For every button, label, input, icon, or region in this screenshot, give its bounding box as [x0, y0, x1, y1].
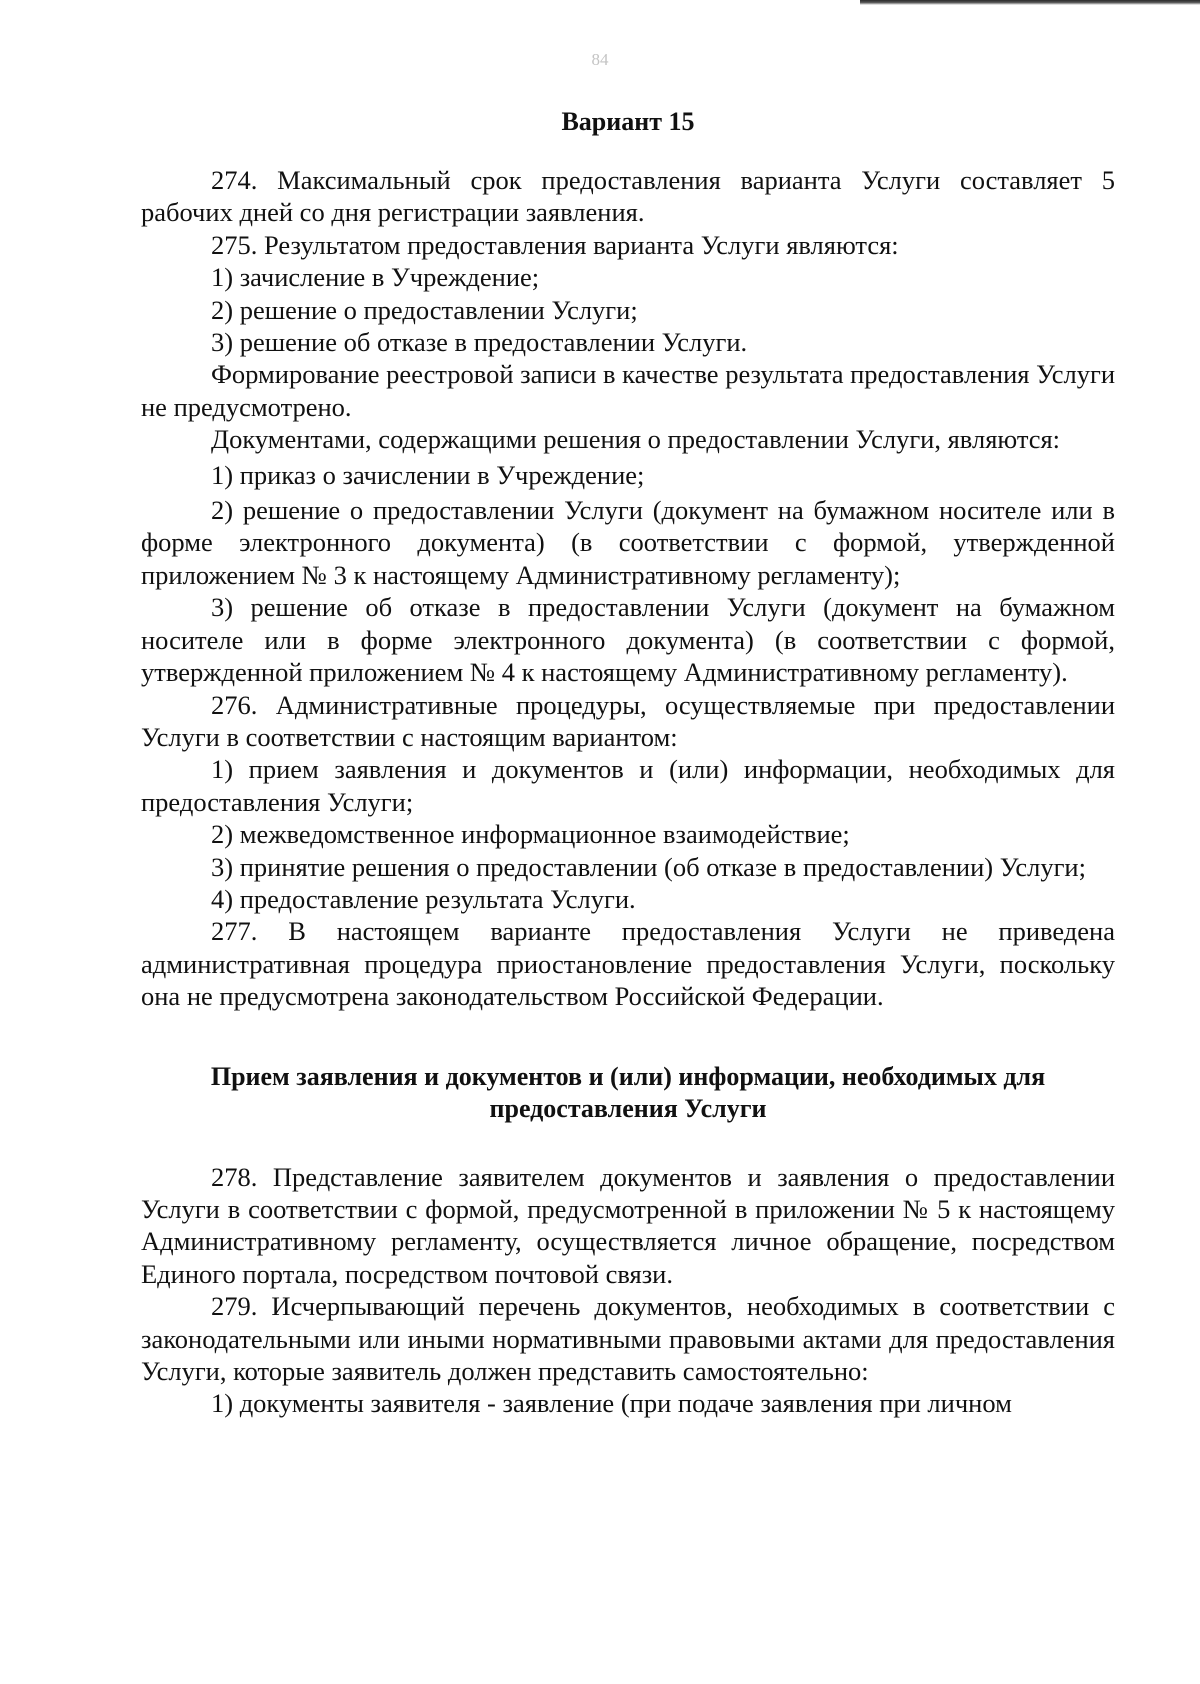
list-item: 4) предоставление результата Услуги. [211, 883, 636, 914]
paragraph-278: 278. Представление заявителем документов и заявления о предоставлении Услуги в соответствии с формой, предусмотренной в приложении № 5 к настоящему Административному регламенту, осуществляется личное обращение, посредством Единого портала, посредством почтовой связи. [141, 1161, 1115, 1289]
paragraph-274: 274. Максимальный срок предоставления варианта Услуги составляет 5 рабочих дней со дня регистрации заявления. [141, 165, 1115, 228]
paragraph-registry-note: Формирование реестровой записи в качестве результата предоставления Услуги не предусмотрено. [141, 359, 1115, 422]
section-heading: Прием заявления и документов и (или) информации, необходимых для предоставления Услуги [210, 1061, 1046, 1123]
paragraph-279: 279. Исчерпывающий перечень документов, необходимых в соответствии с законодательными или иными нормативными правовыми актами для предоставления Услуги, которые заявитель должен представить самостоятельно: [141, 1291, 1115, 1386]
list-item: 1) прием заявления и документов и (или) информации, необходимых для предоставления Услуги; [141, 754, 1115, 817]
list-item: 2) решение о предоставлении Услуги (документ на бумажном носителе или в форме электронного документа) (в соответствии с формой, утвержденной приложением № 3 к настоящему Административному регламенту); [141, 495, 1115, 590]
variant-title: Вариант 15 [561, 107, 695, 136]
paragraph-277: 277. В настоящем варианте предоставления Услуги не приведена административная процедура приостановление предоставления Услуги, поскольку она не предусмотрена законодательством Российской Федерации. [141, 916, 1115, 1012]
list-item: 2) решение о предоставлении Услуги; [211, 294, 638, 325]
list-item: 3) принятие решения о предоставлении (об отказе в предоставлении) Услуги; [211, 851, 1086, 882]
list-item: 3) решение об отказе в предоставлении Услуги (документ на бумажном носителе или в форме электронного документа) (в соответствии с формой, утвержденной приложением № 4 к настоящему Административному регламенту). [141, 592, 1115, 688]
list-item: 1) зачисление в Учреждение; [211, 262, 540, 293]
paragraph-decision-documents: Документами, содержащими решения о предоставлении Услуги, являются: [211, 424, 1061, 455]
paragraph-275: 275. Результатом предоставления варианта Услуги являются: [211, 229, 899, 260]
scan-edge-mark [860, 0, 1200, 5]
document-body [141, 106, 1115, 1420]
paragraph-276: 276. Административные процедуры, осуществляемые при предоставлении Услуги в соответствии с настоящим вариантом: [141, 689, 1115, 752]
list-item: 1) документы заявителя - заявление (при подаче заявления при личном [211, 1388, 1012, 1419]
list-item: 2) межведомственное информационное взаимодействие; [211, 819, 850, 850]
list-item: 3) решение об отказе в предоставлении Услуги. [211, 327, 748, 358]
page-number: 84 [591, 50, 609, 69]
list-item: 1) приказ о зачислении в Учреждение; [211, 459, 645, 490]
